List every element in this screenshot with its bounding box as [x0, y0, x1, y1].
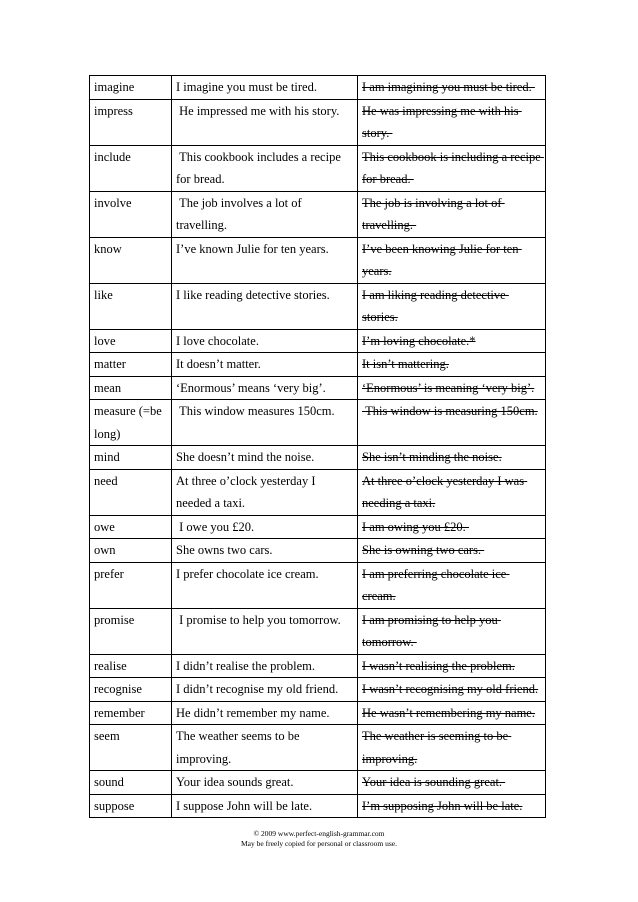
incorrect-example-cell [358, 678, 546, 702]
verb-cell [90, 329, 172, 353]
correct-example-cell [172, 446, 358, 470]
verb-cell-text: love [94, 333, 116, 348]
correct-example-cell-text: This cookbook includes a recipe for bread. [176, 149, 345, 186]
correct-example-cell-text: She owns two cars. [176, 543, 273, 557]
correct-example-cell-text: I promise to help you tomorrow. [176, 612, 341, 627]
incorrect-example-cell-text: She is owning two cars. [362, 543, 485, 557]
verb-cell-text: owe [94, 519, 115, 534]
correct-example-cell [172, 353, 358, 377]
correct-example-cell-text: I imagine you must be tired. [176, 80, 317, 94]
correct-example-cell-text: I’ve known Julie for ten years. [176, 241, 329, 256]
verb-cell-text: know [94, 241, 122, 256]
incorrect-example-cell-text: He wasn’t remembering my name. [362, 705, 535, 720]
correct-example-cell-text: Your idea sounds great. [176, 775, 294, 789]
correct-example-cell [172, 725, 358, 771]
table-row [90, 771, 546, 795]
correct-example-cell [172, 771, 358, 795]
table-row [90, 469, 546, 515]
verb-cell-text: suppose [94, 798, 135, 813]
table-body [90, 76, 546, 818]
footer-license: May be freely copied for personal or classroom use. [241, 839, 397, 848]
incorrect-example-cell [358, 99, 546, 145]
footer-copyright: © 2009 www.perfect-english-grammar.com [253, 829, 385, 838]
table-row [90, 794, 546, 818]
table-row [90, 99, 546, 145]
verb-cell-text: imagine [94, 80, 135, 94]
correct-example-cell [172, 562, 358, 608]
table-row [90, 353, 546, 377]
verb-cell [90, 654, 172, 678]
verb-cell [90, 191, 172, 237]
incorrect-example-cell [358, 376, 546, 400]
correct-example-cell [172, 400, 358, 446]
incorrect-example-cell-text: I’m supposing John will be late. [362, 798, 523, 813]
correct-example-cell [172, 608, 358, 654]
incorrect-example-cell [358, 562, 546, 608]
correct-example-cell-text: I owe you £20. [176, 519, 255, 534]
incorrect-example-cell-text: I wasn’t recognising my old friend. [362, 682, 539, 696]
correct-example-cell [172, 329, 358, 353]
verb-cell-text: recognise [94, 682, 142, 696]
incorrect-example-cell [358, 400, 546, 446]
incorrect-example-cell [358, 353, 546, 377]
incorrect-example-cell-text: Your idea is sounding great. [362, 775, 506, 789]
verb-cell-text: prefer [94, 566, 124, 581]
table-row [90, 701, 546, 725]
verb-cell [90, 701, 172, 725]
correct-example-cell [172, 469, 358, 515]
incorrect-example-cell-text: At three o’clock yesterday I was needing a taxi. [362, 473, 528, 510]
verb-cell-text: remember [94, 705, 145, 720]
verb-cell [90, 353, 172, 377]
incorrect-example-cell [358, 76, 546, 100]
correct-example-cell-text: I love chocolate. [176, 333, 259, 348]
correct-example-cell [172, 145, 358, 191]
table-row [90, 562, 546, 608]
verb-cell-text: sound [94, 775, 124, 789]
table-row [90, 515, 546, 539]
verb-cell [90, 376, 172, 400]
table-row [90, 678, 546, 702]
table-row [90, 237, 546, 283]
verb-cell [90, 99, 172, 145]
table-row [90, 725, 546, 771]
table-row [90, 76, 546, 100]
incorrect-example-cell-text: I am preferring chocolate ice cream. [362, 566, 510, 603]
correct-example-cell [172, 678, 358, 702]
verb-cell-text: own [94, 543, 116, 557]
correct-example-cell [172, 515, 358, 539]
incorrect-example-cell [358, 539, 546, 563]
table-row [90, 283, 546, 329]
incorrect-example-cell [358, 771, 546, 795]
verb-cell-text: like [94, 287, 113, 302]
verb-cell [90, 678, 172, 702]
verb-cell [90, 469, 172, 515]
table-row [90, 376, 546, 400]
incorrect-example-cell [358, 608, 546, 654]
table-row [90, 400, 546, 446]
incorrect-example-cell-text: This window is measuring 150cm. [362, 404, 538, 418]
verb-cell-text: mind [94, 450, 120, 464]
incorrect-example-cell-text: I wasn’t realising the problem. [362, 658, 515, 673]
verb-cell [90, 608, 172, 654]
table-row [90, 608, 546, 654]
incorrect-example-cell-text: He was impressing me with his story. [362, 103, 522, 140]
verb-cell [90, 76, 172, 100]
table-row [90, 446, 546, 470]
verb-cell [90, 771, 172, 795]
correct-example-cell-text: I didn’t recognise my old friend. [176, 682, 339, 696]
correct-example-cell-text: She doesn’t mind the noise. [176, 450, 315, 464]
incorrect-example-cell-text: It isn’t mattering. [362, 357, 449, 371]
verb-cell [90, 400, 172, 446]
verb-cell-text: promise [94, 612, 135, 627]
incorrect-example-cell-text: I’m loving chocolate.* [362, 333, 476, 348]
incorrect-example-cell-text: I am promising to help you tomorrow. [362, 612, 501, 649]
verb-cell [90, 446, 172, 470]
correct-example-cell [172, 701, 358, 725]
table-row [90, 191, 546, 237]
verb-cell [90, 794, 172, 818]
verb-cell [90, 725, 172, 771]
verb-cell-text: include [94, 149, 131, 164]
verb-cell [90, 283, 172, 329]
correct-example-cell [172, 794, 358, 818]
correct-example-cell [172, 76, 358, 100]
correct-example-cell [172, 539, 358, 563]
correct-example-cell [172, 376, 358, 400]
incorrect-example-cell-text: The job is involving a lot of travelling. [362, 195, 505, 232]
incorrect-example-cell-text: I am owing you £20. [362, 519, 469, 534]
incorrect-example-cell [358, 701, 546, 725]
correct-example-cell-text: I suppose John will be late. [176, 798, 313, 813]
verb-cell-text: need [94, 473, 118, 488]
correct-example-cell-text: I like reading detective stories. [176, 287, 330, 302]
correct-example-cell-text: At three o’clock yesterday I needed a taxi. [176, 473, 319, 510]
verb-cell-text: measure (=be long) [94, 404, 165, 441]
stative-verbs-table [89, 75, 546, 818]
verb-cell-text: mean [94, 380, 122, 395]
verb-cell [90, 145, 172, 191]
correct-example-cell-text: This window measures 150cm. [176, 404, 335, 418]
correct-example-cell-text: He impressed me with his story. [176, 103, 340, 118]
verb-cell [90, 237, 172, 283]
incorrect-example-cell [358, 329, 546, 353]
table-row [90, 329, 546, 353]
incorrect-example-cell-text: I am liking reading detective stories. [362, 287, 509, 324]
table-row [90, 654, 546, 678]
table-row [90, 145, 546, 191]
incorrect-example-cell [358, 794, 546, 818]
incorrect-example-cell-text: ‘Enormous’ is meaning ‘very big’. [362, 380, 535, 395]
verb-cell [90, 515, 172, 539]
incorrect-example-cell [358, 725, 546, 771]
correct-example-cell-text: The job involves a lot of travelling. [176, 195, 305, 232]
verb-cell-text: realise [94, 658, 127, 673]
verb-cell [90, 562, 172, 608]
correct-example-cell-text: The weather seems to be improving. [176, 729, 303, 766]
correct-example-cell [172, 237, 358, 283]
incorrect-example-cell [358, 145, 546, 191]
verb-cell-text: seem [94, 729, 120, 743]
correct-example-cell-text: It doesn’t matter. [176, 357, 261, 371]
table-row [90, 539, 546, 563]
incorrect-example-cell-text: This cookbook is including a recipe for bread. [362, 149, 544, 186]
incorrect-example-cell [358, 515, 546, 539]
correct-example-cell [172, 283, 358, 329]
correct-example-cell-text: I prefer chocolate ice cream. [176, 566, 319, 581]
correct-example-cell-text: ‘Enormous’ means ‘very big’. [176, 380, 326, 395]
verb-cell-text: matter [94, 357, 126, 371]
verb-cell [90, 539, 172, 563]
correct-example-cell-text: He didn’t remember my name. [176, 705, 330, 720]
incorrect-example-cell [358, 283, 546, 329]
incorrect-example-cell [358, 237, 546, 283]
incorrect-example-cell-text: I am imagining you must be tired. [362, 80, 535, 94]
incorrect-example-cell-text: She isn’t minding the noise. [362, 450, 502, 464]
incorrect-example-cell [358, 654, 546, 678]
correct-example-cell [172, 99, 358, 145]
verb-cell-text: involve [94, 195, 132, 210]
incorrect-example-cell [358, 469, 546, 515]
correct-example-cell-text: I didn’t realise the problem. [176, 658, 315, 673]
correct-example-cell [172, 191, 358, 237]
incorrect-example-cell [358, 446, 546, 470]
verb-cell-text: impress [94, 103, 133, 118]
correct-example-cell [172, 654, 358, 678]
incorrect-example-cell-text: I’ve been knowing Julie for ten years. [362, 241, 522, 278]
incorrect-example-cell-text: The weather is seeming to be improving. [362, 729, 512, 766]
incorrect-example-cell [358, 191, 546, 237]
